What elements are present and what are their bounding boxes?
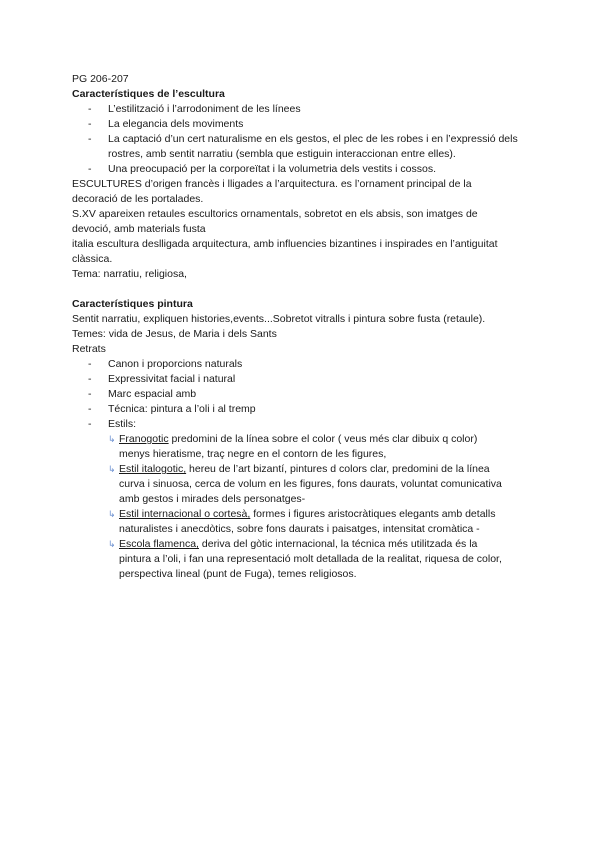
style-name: Escola flamenca, [119,538,199,550]
style-text: hereu de l’art bizantí, pintures d colors clar, predomini de la línea [186,463,490,475]
style-text: amb gestos i mirades dels personatges- [119,493,306,505]
paragraph-line: decoració de les portalades. [72,193,204,205]
list-item: - Una preocupació per la corporeïtat i la volumetria dels vestits i cossos. [72,162,532,177]
style-entry-flamenca [72,537,532,582]
section-title-pintura: Característiques pintura [72,298,193,310]
paragraph-line: Temes: vida de Jesus, de Maria i dels Sants [72,328,277,340]
paragraph-line: ESCULTURES d’origen francès i lligades a l’arquitectura. es l’ornament principal de la [72,178,472,190]
style-text: curva i sinuosa, cerca de volum en les figures, fons daurats, voluntat comunicativa [119,478,502,490]
document-body [72,72,532,582]
list-item: - La elegancia dels moviments [72,117,532,132]
list-item: - Expressivitat facial i natural [72,372,532,387]
style-text: deriva del gòtic internacional, la técnica més utilitzada és la [198,538,478,550]
style-text: menys hieratisme, traç negre en el contorn de les figures, [119,448,387,460]
sub-arrow-icon: ↳ [108,539,116,549]
style-name: Estil internacional o cortesà, [119,508,251,520]
style-text: pintura a l’oli, i fan una representació molt detallada de la realitat, riquesa de color, [119,553,502,565]
paragraph-line: devoció, amb materials fusta [72,223,206,235]
paragraph-line: italia escultura deslligada arquitectura, amb influencies bizantines i inspirades en l’antiguitat [72,238,498,250]
list-item: - Canon i proporcions naturals [72,357,532,372]
style-text: perspectiva lineal (punt de Fuga), temes religiosos. [119,568,357,580]
style-name: Estil italogotic, [119,463,187,475]
list-item: - Marc espacial amb [72,387,532,402]
sub-arrow-icon: ↳ [108,464,116,474]
paragraph-line: Tema: narratiu, religiosa, [72,268,187,280]
pintura-list [72,357,532,432]
style-text: predomini de la línea sobre el color ( veus més clar dibuix q color) [168,433,478,445]
section-title-escultura: Característiques de l’escultura [72,88,225,100]
escultura-list [72,102,532,177]
spacer [72,282,532,297]
style-text: naturalistes i anecdòtics, sobre fons daurats i paisatges, intensitat cromàtica - [119,523,480,535]
list-item: - La captació d’un cert naturalisme en els gestos, el plec de les robes i en l’expressió dels rostres, amb sentit narratiu (sembla que estiguin interaccionan entre elles). [72,132,532,162]
paragraph-line: clàssica. [72,253,113,265]
style-entry-internacional [72,507,532,537]
list-item: - L’estilització i l’arrodoniment de les línees [72,102,532,117]
sub-arrow-icon: ↳ [108,509,116,519]
page-reference: PG 206-207 [72,73,129,85]
list-item: - Técnica: pintura a l’oli i al tremp [72,402,532,417]
list-item: - Estils: [72,417,532,432]
sub-arrow-icon: ↳ [108,434,116,444]
paragraph-line: Sentit narratiu, expliquen histories,events...Sobretot vitralls i pintura sobre fusta (retaule). [72,313,486,325]
style-entry-italogotic [72,462,532,507]
paragraph-line: Retrats [72,343,106,355]
style-entry-franogotic [72,432,532,462]
paragraph-line: S.XV apareixen retaules escultorics ornamentals, sobretot en els absis, son imatges de [72,208,478,220]
style-name: Franogotic [119,433,169,445]
style-text: formes i figures aristocràtiques elegants amb detalls [250,508,496,520]
